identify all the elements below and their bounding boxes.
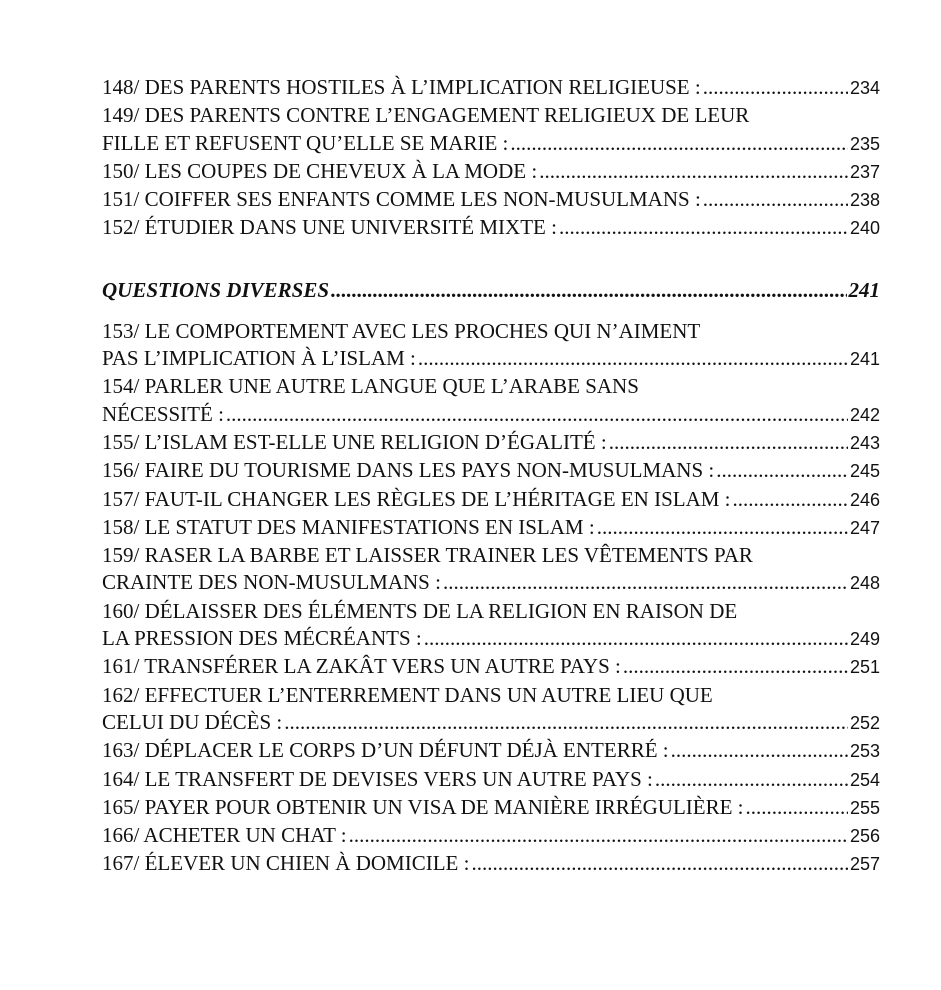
toc-entry-leader-line	[102, 186, 880, 214]
toc-entry	[102, 653, 880, 681]
toc-entry-title: CELUI DU DÉCÈS :	[102, 709, 283, 734]
toc-entry-leader-line	[102, 709, 880, 737]
toc-entry-leader-line	[102, 401, 880, 429]
dot-leader	[733, 486, 848, 513]
toc-entry-leader-line	[102, 158, 880, 186]
toc-entry-leader-line	[102, 486, 880, 514]
toc-entry-leader-line	[102, 429, 880, 457]
dot-leader	[597, 514, 848, 541]
toc-entry	[102, 766, 880, 794]
toc-entry-title: 150/ LES COUPES DE CHEVEUX À LA MODE :	[102, 158, 538, 183]
toc-entry-leader-line	[102, 737, 880, 765]
section-title: QUESTIONS DIVERSES	[102, 277, 330, 302]
toc-entry	[102, 850, 880, 878]
toc-page-number: 249	[849, 629, 880, 650]
toc-entry-leader-line	[102, 130, 880, 158]
toc-entry-title: 161/ TRANSFÉRER LA ZAKÂT VERS UN AUTRE PAYS :	[102, 654, 621, 679]
toc-entry-line: 154/ PARLER UNE AUTRE LANGUE QUE L’ARABE SANS	[102, 374, 639, 399]
section-page-number: 241	[848, 277, 880, 302]
toc-entry	[102, 486, 880, 514]
toc-entry-leader-line	[102, 514, 880, 542]
toc-entry-leader-line	[102, 345, 880, 373]
toc-entry-line: 159/ RASER LA BARBE ET LAISSER TRAINER LES VÊTEMENTS PAR	[102, 543, 753, 568]
toc-page-number: 240	[849, 218, 880, 239]
toc-entry-title: 155/ L’ISLAM EST-ELLE UNE RELIGION D’ÉGALITÉ :	[102, 429, 607, 454]
toc-entry	[102, 542, 880, 598]
toc-entry-leader-line	[102, 569, 880, 597]
dot-leader	[331, 277, 846, 304]
toc-page-number: 241	[849, 349, 880, 370]
dot-leader	[510, 130, 848, 157]
toc-page-number: 237	[849, 161, 880, 182]
toc-entry-leader-line	[102, 850, 880, 878]
toc-entry-title: 165/ PAYER POUR OBTENIR UN VISA DE MANIÈRE IRRÉGULIÈRE :	[102, 794, 744, 819]
toc-entry-title: 158/ LE STATUT DES MANIFESTATIONS EN ISLAM :	[102, 514, 595, 539]
toc-entry-leader-line	[102, 794, 880, 822]
toc-page-number: 245	[849, 461, 880, 482]
toc-page-number: 254	[849, 769, 880, 790]
dot-leader	[746, 794, 848, 821]
dot-leader	[349, 822, 848, 849]
toc-page-number: 235	[849, 133, 880, 154]
dot-leader	[226, 401, 848, 428]
toc-entry-title: CRAINTE DES NON-MUSULMANS :	[102, 570, 441, 595]
toc-entry-title: LA PRESSION DES MÉCRÉANTS :	[102, 626, 422, 651]
dot-leader	[671, 737, 848, 764]
toc-entry-line: 160/ DÉLAISSER DES ÉLÉMENTS DE LA RELIGION EN RAISON DE	[102, 598, 738, 623]
toc-page-number: 242	[849, 404, 880, 425]
toc-group-2	[102, 318, 880, 879]
toc-entry	[102, 74, 880, 102]
dot-leader	[703, 186, 848, 213]
toc-entry	[102, 794, 880, 822]
dot-leader	[471, 850, 847, 877]
toc-page-number: 257	[849, 854, 880, 875]
toc-entry-line: 149/ DES PARENTS CONTRE L’ENGAGEMENT RELIGIEUX DE LEUR	[102, 103, 750, 128]
toc-entry	[102, 737, 880, 765]
toc-entry-title: 152/ ÉTUDIER DANS UNE UNIVERSITÉ MIXTE :	[102, 215, 557, 240]
section-heading	[102, 277, 880, 304]
toc-entry-title: 163/ DÉPLACER LE CORPS D’UN DÉFUNT DÉJÀ ENTERRÉ :	[102, 738, 669, 763]
toc-entry-leader-line	[102, 653, 880, 681]
dot-leader	[703, 74, 848, 101]
dot-leader	[623, 653, 848, 680]
toc-page-number: 246	[849, 489, 880, 510]
toc-entry-leader-line	[102, 214, 880, 242]
dot-leader	[424, 625, 848, 652]
toc-entry	[102, 822, 880, 850]
dot-leader	[284, 709, 848, 736]
toc-entry	[102, 318, 880, 374]
toc-entry	[102, 373, 880, 429]
toc-page-number: 247	[849, 517, 880, 538]
toc-entry-line: 162/ EFFECTUER L’ENTERREMENT DANS UN AUTRE LIEU QUE	[102, 682, 713, 707]
dot-leader	[609, 429, 848, 456]
toc-page-number: 256	[849, 826, 880, 847]
toc-entry-leader-line	[102, 766, 880, 794]
toc-entry-leader-line	[102, 822, 880, 850]
toc-page-number: 251	[849, 657, 880, 678]
toc-entry-title: PAS L’IMPLICATION À L’ISLAM :	[102, 346, 416, 371]
toc-entry	[102, 514, 880, 542]
toc-entry-title: 164/ LE TRANSFERT DE DEVISES VERS UN AUTRE PAYS :	[102, 766, 653, 791]
toc-entry	[102, 429, 880, 457]
dot-leader	[443, 569, 848, 596]
toc-entry-title: NÉCESSITÉ :	[102, 401, 224, 426]
toc-entry-leader-line	[102, 625, 880, 653]
toc-entry	[102, 214, 880, 242]
toc-page-number: 252	[849, 712, 880, 733]
toc-entry-title: 167/ ÉLEVER UN CHIEN À DOMICILE :	[102, 851, 470, 876]
toc-page-number: 255	[849, 797, 880, 818]
toc-entry-line: 153/ LE COMPORTEMENT AVEC LES PROCHES QUI N’AIMENT	[102, 318, 701, 343]
toc-page-number: 238	[849, 190, 880, 211]
toc-entry	[102, 186, 880, 214]
toc-entry	[102, 682, 880, 738]
dot-leader	[655, 766, 848, 793]
toc-entry-leader-line	[102, 457, 880, 485]
dot-leader	[539, 158, 848, 185]
toc-page-number: 253	[849, 741, 880, 762]
dot-leader	[559, 214, 848, 241]
toc-page-number: 248	[849, 573, 880, 594]
toc-entry-title: 151/ COIFFER SES ENFANTS COMME LES NON-MUSULMANS :	[102, 187, 701, 212]
toc-entry	[102, 102, 880, 158]
toc-page-number: 234	[849, 78, 880, 98]
toc-entry	[102, 158, 880, 186]
toc-entry-title: 157/ FAUT-IL CHANGER LES RÈGLES DE L’HÉRITAGE EN ISLAM :	[102, 486, 731, 511]
toc-entry	[102, 457, 880, 485]
toc-entry	[102, 598, 880, 654]
dot-leader	[418, 345, 848, 372]
toc-entry-title: FILLE ET REFUSENT QU’ELLE SE MARIE :	[102, 130, 509, 155]
toc-entry-title: 148/ DES PARENTS HOSTILES À L’IMPLICATION RELIGIEUSE :	[102, 75, 701, 99]
toc-entry-title: 166/ ACHETER UN CHAT :	[102, 823, 347, 848]
toc-group-1	[102, 74, 880, 243]
toc-entry-title: 156/ FAIRE DU TOURISME DANS LES PAYS NON-MUSULMANS :	[102, 458, 715, 483]
toc-entry-leader-line	[102, 74, 880, 102]
toc-page-number: 243	[849, 432, 880, 453]
table-of-contents	[102, 74, 880, 879]
dot-leader	[716, 457, 848, 484]
